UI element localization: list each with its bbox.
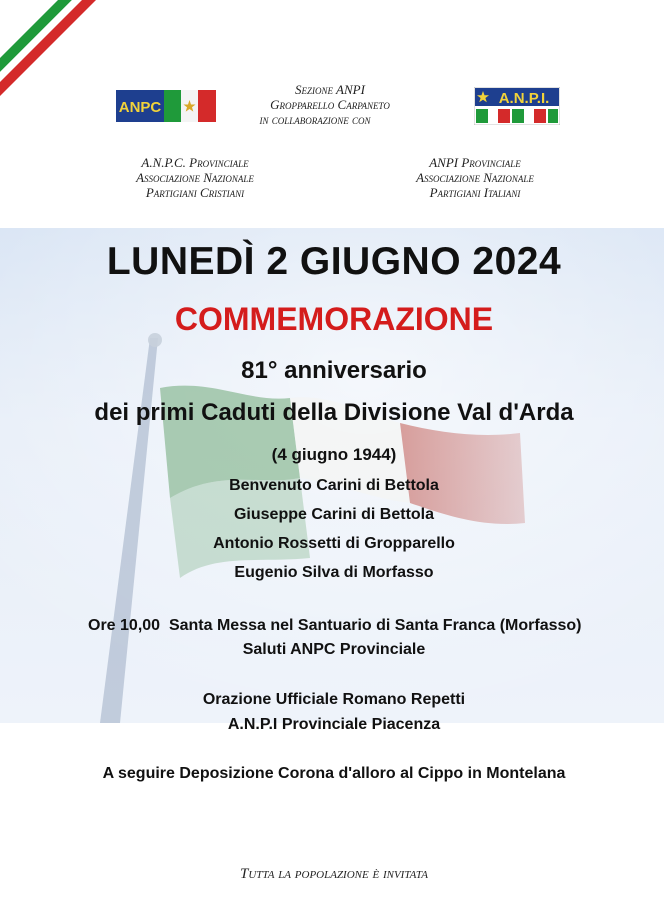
saluti-line: Saluti ANPC Provinciale: [242, 641, 426, 658]
anpc-provinciale-block: [100, 155, 290, 200]
anpi-partigiani: Partigiani Italiani: [429, 185, 521, 200]
anniversary-line: 81° anniversario: [241, 357, 427, 384]
collaborazione-line: in collaborazione con: [259, 112, 371, 127]
anpc-associazione: Associazione Nazionale: [136, 170, 254, 185]
anpi-provinciale-title: ANPI Provinciale: [429, 155, 521, 170]
anpi-provinciale-block: [380, 155, 570, 200]
orazione-line: Orazione Ufficiale Romano Repetti: [202, 691, 466, 708]
historic-date: (4 giugno 1944): [271, 445, 397, 464]
fallen-name: Giuseppe Carini di Bettola: [233, 506, 435, 523]
commemorazione-heading: COMMEMORAZIONE: [174, 301, 494, 337]
deposizione-line: A seguire Deposizione Corona d'alloro al Cippo in Montelana: [102, 765, 566, 782]
invitation-footer: Tutta la popolazione è invitata: [240, 866, 428, 882]
fallen-name: Benvenuto Carini di Bettola: [229, 477, 439, 494]
anpc-logo-text: ANPC: [118, 99, 162, 116]
anpc-provinciale-title: A.N.P.C. Provinciale: [141, 155, 249, 170]
event-date-title: LUNEDÌ 2 GIUGNO 2024: [106, 240, 562, 283]
anpc-partigiani: Partigiani Cristiani: [145, 185, 245, 200]
anpi-associazione: Associazione Nazionale: [416, 170, 534, 185]
tricolour-corner-ribbon: [0, 0, 110, 110]
division-line: dei primi Caduti della Divisione Val d'Arda: [94, 399, 574, 426]
anpi-logo: [474, 87, 560, 125]
anpi-logo-text: A.N.P.I.: [498, 90, 550, 107]
fallen-name: Antonio Rossetti di Gropparello: [213, 535, 455, 552]
santa-messa-line: Ore 10,00 Santa Messa nel Santuario di Santa Franca (Morfasso): [88, 617, 582, 634]
anpi-piacenza-line: A.N.P.I Provinciale Piacenza: [227, 716, 441, 733]
sezione-place: Gropparello Carpaneto: [270, 97, 390, 112]
header-sezione: [200, 82, 460, 127]
fallen-name: Eugenio Silva di Morfasso: [234, 564, 434, 581]
sezione-line: Sezione ANPI: [295, 82, 365, 97]
